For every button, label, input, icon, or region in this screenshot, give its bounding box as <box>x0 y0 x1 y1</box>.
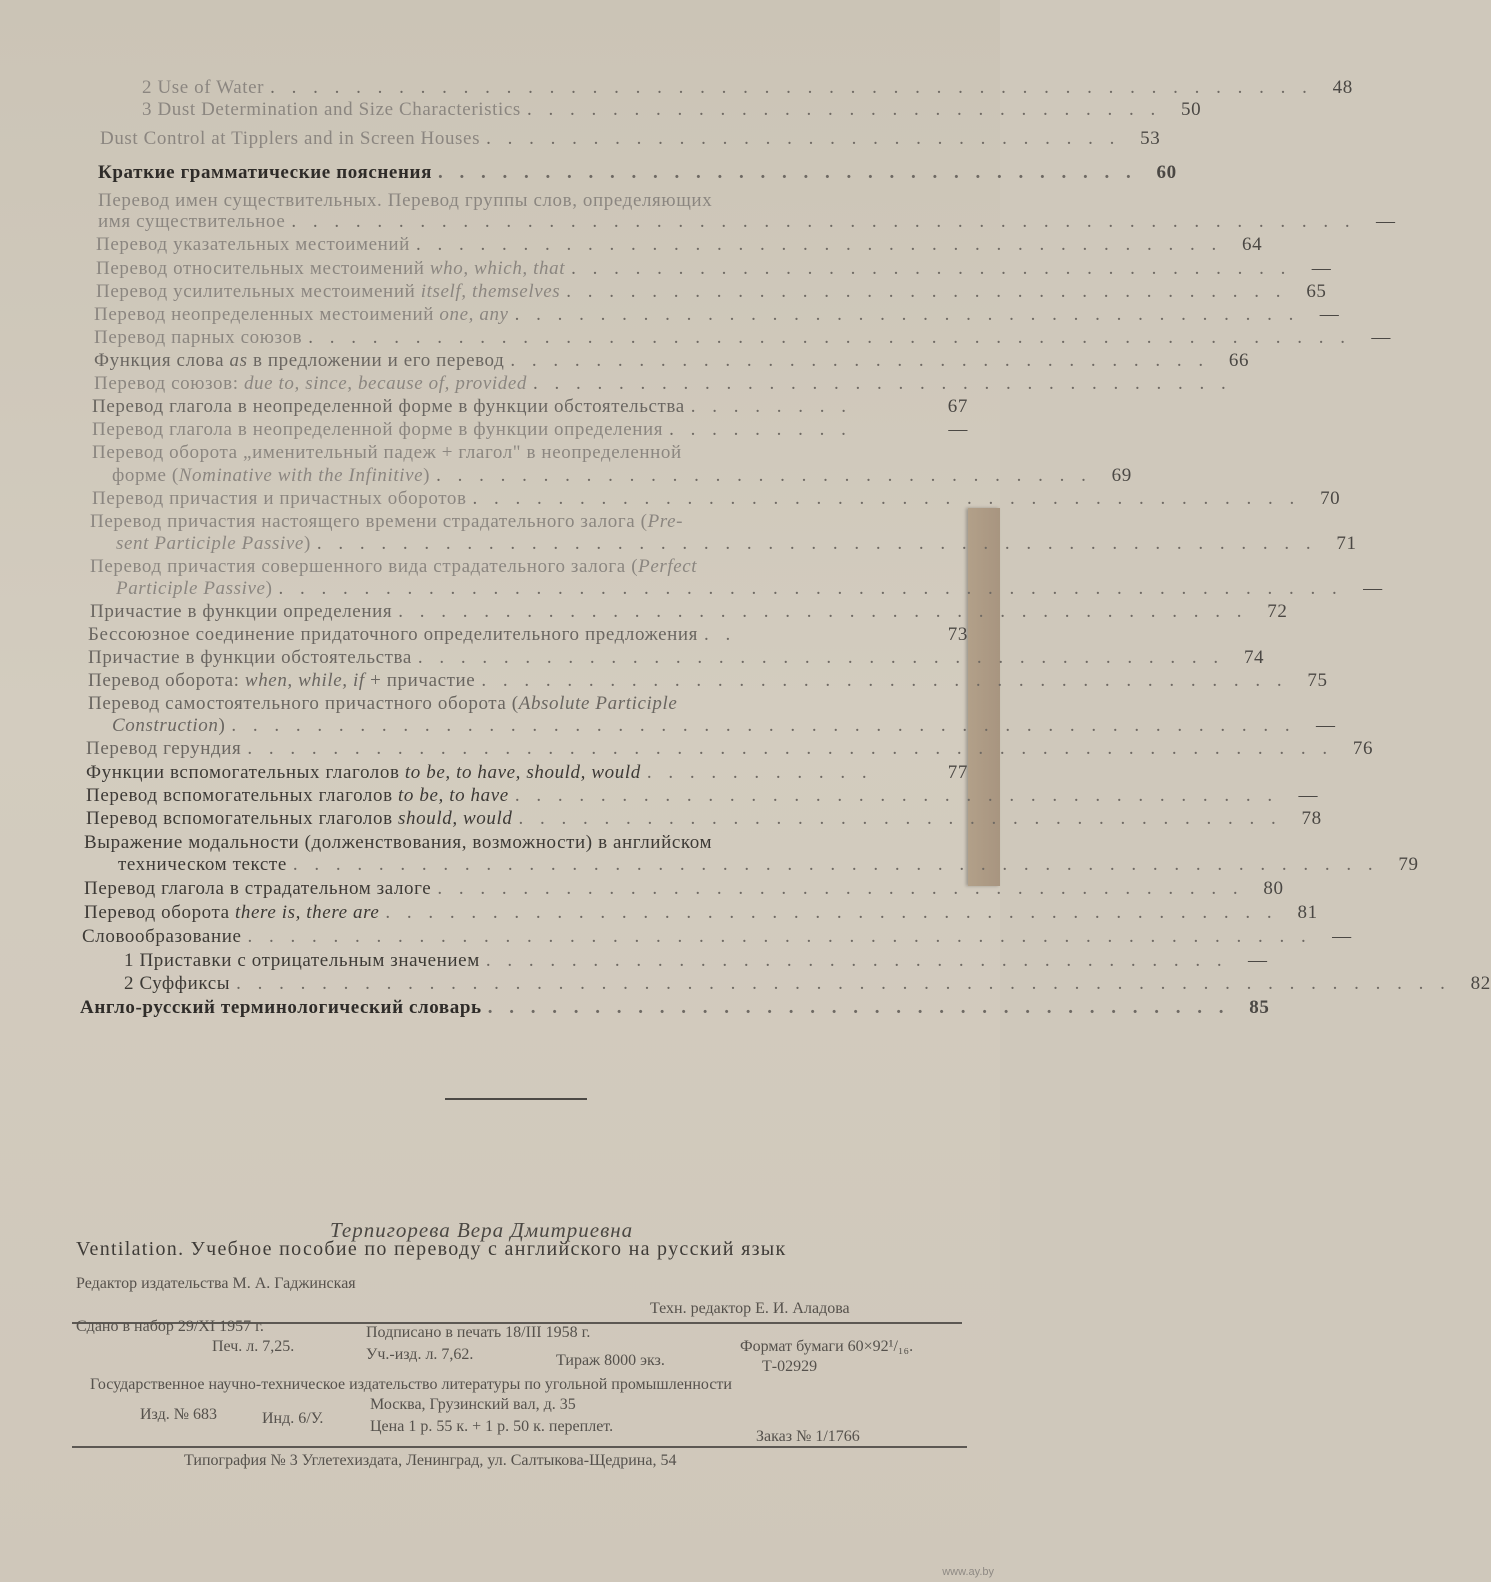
toc-entry-title: 3 Dust Determination and Size Characteristics <box>142 99 521 120</box>
toc-entry-page: 81 <box>1297 902 1318 923</box>
toc-entry-page: — <box>1247 950 1268 971</box>
toc-entry-page: 85 <box>1249 997 1270 1018</box>
toc-entry-title-continued: имя существительное <box>98 211 286 232</box>
toc-entry-title-continued: Participle Passive <box>116 578 266 599</box>
toc-entry-title: Перевод неопределенных местоимений <box>94 304 435 325</box>
toc-entry-title: Перевод парных союзов <box>94 327 303 348</box>
toc-entry-title: Причастие в функции определения <box>90 601 393 622</box>
tech-editor-line: Техн. редактор Е. И. Аладова <box>650 1300 850 1317</box>
toc-entry-page: 77 <box>947 762 968 783</box>
toc-entry-title-italic: Absolute Participle <box>518 693 678 714</box>
toc-entry: Participle Passive) . . . . . . . . . . . . . . . . . . . . . . . . . . . . . . . . . . . . . . . . . . . . . . . . . . — <box>116 578 1383 599</box>
toc-entry: sent Participle Passive) . . . . . . . . . . . . . . . . . . . . . . . . . . . . . . . . . . . . . . . . . . . . . . . 71 <box>116 533 1357 554</box>
toc-entry: 2 Суффиксы . . . . . . . . . . . . . . . . . . . . . . . . . . . . . . . . . . . . . . . . . . . . . . . . . . . . . . . . . 82 <box>124 973 1491 994</box>
toc-entry-page: 72 <box>1267 601 1288 622</box>
toc-entry-title-italic: should, would <box>398 808 513 829</box>
toc-entry-page: 76 <box>1352 738 1374 759</box>
toc-entry-page: 80 <box>1263 878 1284 899</box>
toc-entry-page: — <box>1371 327 1391 348</box>
toc-entry-page: 50 <box>1180 99 1202 120</box>
toc-entry: Функции вспомогательных глаголов to be, to have, should, would . . . . . . . . . . . 77 <box>86 762 968 783</box>
edition-number: Изд. № 683 <box>140 1406 217 1423</box>
toc-entry: Перевод глагола в страдательном залоге . . . . . . . . . . . . . . . . . . . . . . . . . . . . . . . . . . . . . . 80 <box>84 878 1284 899</box>
toc-entry-title-continued: форме ( <box>112 465 179 486</box>
toc-entry-title: Функции вспомогательных глаголов <box>86 762 400 783</box>
toc-entry-title: Dust Control at Tipplers and in Screen Houses <box>100 128 481 149</box>
signed-date: Подписано в печать 18/III 1958 г. <box>366 1324 591 1341</box>
toc-entry-page: 78 <box>1301 808 1322 829</box>
toc-entry-title-continued: Construction <box>112 715 219 736</box>
toc-entry: Перевод усилительных местоимений itself, themselves . . . . . . . . . . . . . . . . . . . . . . . . . . . . . . . . . . 65 <box>96 281 1327 302</box>
editor-line: Редактор издательства М. А. Гаджинская <box>76 1275 356 1292</box>
toc-entry-page: 66 <box>1228 350 1250 371</box>
toc-entry: Перевод парных союзов . . . . . . . . . . . . . . . . . . . . . . . . . . . . . . . . . . . . . . . . . . . . . . . . . — <box>94 327 1391 348</box>
toc-entry-page: 69 <box>1111 465 1132 486</box>
toc-entry: Перевод вспомогательных глаголов should, would . . . . . . . . . . . . . . . . . . . . . . . . . . . . . . . . . . . . 78 <box>86 808 1322 829</box>
toc-entry: Причастие в функции определения . . . . . . . . . . . . . . . . . . . . . . . . . . . . . . . . . . . . . . . . 72 <box>90 601 1288 622</box>
toc-entry-page: 70 <box>1320 488 1341 509</box>
toc-entry: Функция слова as в предложении и его перевод . . . . . . . . . . . . . . . . . . . . . . . . . . . . . . . . . 66 <box>94 350 1250 371</box>
printed-sheets: Печ. л. 7,25. <box>212 1338 295 1355</box>
print-run: Тираж 8000 экз. <box>556 1352 665 1369</box>
toc-entry-page: — <box>1316 715 1336 736</box>
toc-entry-page: — <box>948 419 968 440</box>
toc-entry-title: Перевод глагола в неопределенной форме в функции обстоятельства <box>92 396 685 417</box>
toc-entry-title: Перевод усилительных местоимений <box>96 281 416 302</box>
toc-entry-page: 53 <box>1140 128 1161 149</box>
toc-entry: Перевод неопределенных местоимений one, any . . . . . . . . . . . . . . . . . . . . . . . . . . . . . . . . . . . . . — <box>94 304 1340 325</box>
toc-entry: Перевод оборота: when, while, if + причастие . . . . . . . . . . . . . . . . . . . . . . . . . . . . . . . . . . . . . . 75 <box>88 670 1328 691</box>
toc-entry: форме (Nominative with the Infinitive) . . . . . . . . . . . . . . . . . . . . . . . . . . . . . . . 69 <box>112 465 1132 486</box>
toc-entry-title-italic: one, any <box>439 304 509 325</box>
toc-entry: Перевод относительных местоимений who, which, that . . . . . . . . . . . . . . . . . . . . . . . . . . . . . . . . . . — <box>96 258 1332 279</box>
toc-entry: техническом тексте . . . . . . . . . . . . . . . . . . . . . . . . . . . . . . . . . . . . . . . . . . . . . . . . . . . 79 <box>118 854 1419 875</box>
toc-entry-title: Выражение модальности (долженствования, возможности) в английском <box>84 832 713 853</box>
toc-entry-title-continued: техническом тексте <box>118 854 287 875</box>
toc-entry-title: 2 Use of Water <box>142 77 265 98</box>
toc-entry-title: Перевод союзов: <box>94 373 239 394</box>
toc-entry-title-italic: Pre- <box>647 511 684 532</box>
imprint-rule-bottom <box>72 1446 967 1448</box>
toc-entry-page: 64 <box>1241 234 1263 255</box>
toc-entry: Перевод союзов: due to, since, because of, provided . . . . . . . . . . . . . . . . . . . . . . . . . . . . . . . . . <box>94 373 1232 394</box>
toc-entry: Перевод герундия . . . . . . . . . . . . . . . . . . . . . . . . . . . . . . . . . . . . . . . . . . . . . . . . . . . 76 <box>86 738 1374 759</box>
toc-entry-title: Перевод причастия совершенного вида страдательного залога (Perfect <box>90 556 698 577</box>
toc-entry-page: — <box>1332 926 1352 947</box>
toc-entry-title: Перевод оборота: <box>88 670 240 691</box>
toc-entry-title: Перевод причастия и причастных оборотов <box>92 488 467 509</box>
toc-entry-title-continued: sent Participle Passive <box>116 533 304 554</box>
toc-entry: Краткие грамматические пояснения . . . . . . . . . . . . . . . . . . . . . . . . . . . . . . . . . 60 <box>98 162 1177 183</box>
toc-entry: Бессоюзное соединение придаточного определительного предложения . . 73 <box>88 624 968 645</box>
publisher-name: Государственное научно-техническое издательство литературы по угольной промышленности <box>90 1376 732 1393</box>
toc-entry-title-italic: as <box>229 350 248 371</box>
toc-entry-title-italic: when, while, if <box>244 670 365 691</box>
toc-entry: Construction) . . . . . . . . . . . . . . . . . . . . . . . . . . . . . . . . . . . . . . . . . . . . . . . . . . — <box>112 715 1336 736</box>
section-divider <box>445 1098 587 1100</box>
printer-info: Типография № 3 Углетехиздата, Ленинград, ул. Салтыкова-Щедрина, 54 <box>184 1452 677 1469</box>
toc-entry-title-italic: to be, to have <box>398 785 509 806</box>
toc-entry-title: Перевод самостоятельного причастного оборота (Absolute Participle <box>88 693 678 714</box>
toc-entry-title: Перевод вспомогательных глаголов <box>86 808 393 829</box>
toc-entry: 1 Приставки с отрицательным значением . . . . . . . . . . . . . . . . . . . . . . . . . . . . . . . . . . . — <box>124 950 1268 971</box>
toc-entry-title: Перевод герундия <box>86 738 242 759</box>
toc-entry-title-italic: itself, themselves <box>420 281 561 302</box>
order-number: Заказ № 1/1766 <box>756 1428 860 1445</box>
watermark: www.ay.by <box>942 1566 994 1578</box>
toc-entry-title: Англо-русский терминологический словарь <box>80 997 482 1018</box>
toc-entry-title: Перевод глагола в неопределенной форме в функции определения <box>92 419 664 440</box>
toc-entry-title-italic: due to, since, because of, provided <box>243 373 527 394</box>
toc-entry: имя существительное . . . . . . . . . . . . . . . . . . . . . . . . . . . . . . . . . . . . . . . . . . . . . . . . . . — <box>98 211 1396 232</box>
toc-entry-title-italic: who, which, that <box>429 258 566 279</box>
toc-entry-page: — <box>1363 578 1383 599</box>
toc-entry: Перевод указательных местоимений . . . . . . . . . . . . . . . . . . . . . . . . . . . . . . . . . . . . . . 64 <box>96 234 1263 255</box>
toc-entry: Перевод оборота there is, there are . . . . . . . . . . . . . . . . . . . . . . . . . . . . . . . . . . . . . . . . . . 81 <box>84 902 1318 923</box>
toc-entry: Перевод причастия и причастных оборотов . . . . . . . . . . . . . . . . . . . . . . . . . . . . . . . . . . . . . . . 70 <box>92 488 1341 509</box>
paper-format: Формат бумаги 60×92¹/₁₆. <box>740 1338 914 1355</box>
toc-entry-page: — <box>1298 785 1319 806</box>
toc-entry-title-italic: there is, there are <box>235 902 380 923</box>
toc-entry-title: Функция слова <box>94 350 225 371</box>
toc-entry-title: Перевод причастия настоящего времени страдательного залога (Pre- <box>90 511 684 532</box>
toc-entry-page: — <box>1376 211 1396 232</box>
toc-entry-title: Перевод глагола в страдательном залоге <box>84 878 432 899</box>
toc-entry-title: Перевод оборота <box>84 902 230 923</box>
toc-entry-title-after: в предложении и его перевод <box>252 350 505 371</box>
toc-entry-title: Перевод указательных местоимений <box>96 234 410 255</box>
publisher-sheets: Уч.-изд. л. 7,62. <box>366 1346 474 1363</box>
toc-entry-title: Перевод имен существительных. Перевод группы слов, определяющих <box>98 190 713 211</box>
toc-entry-page: 73 <box>947 624 968 645</box>
toc-entry-page: 71 <box>1336 533 1357 554</box>
submitted-date: Сдано в набор 29/XI 1957 г. <box>76 1318 264 1335</box>
toc-entry: Перевод глагола в неопределенной форме в функции определения . . . . . . . . . — <box>92 419 968 440</box>
toc-entry-title-italic: Perfect <box>638 556 698 577</box>
toc-entry-page: 74 <box>1243 647 1265 668</box>
toc-entry-page: — <box>1319 304 1340 325</box>
publisher-address: Москва, Грузинский вал, д. 35 <box>370 1396 576 1413</box>
index-code: Инд. 6/У. <box>262 1410 324 1427</box>
toc-entry-page: 67 <box>947 396 968 417</box>
toc-entry-page: 82 <box>1470 973 1491 994</box>
toc-entry-title: Перевод оборота „именительный падеж + глагол" в неопределенной <box>92 442 682 463</box>
toc-entry: Перевод вспомогательных глаголов to be, to have . . . . . . . . . . . . . . . . . . . . . . . . . . . . . . . . . . . . — <box>86 785 1319 806</box>
license-code: Т-02929 <box>762 1358 818 1375</box>
book-title: Ventilation. Учебное пособие по переводу с английского на русский язык <box>76 1238 787 1260</box>
toc-entry-title: Бессоюзное соединение придаточного определительного предложения <box>88 624 698 645</box>
toc-entry-title: Перевод вспомогательных глаголов <box>86 785 393 806</box>
toc-entry-title: Причастие в функции обстоятельства <box>88 647 412 668</box>
toc-entry: Перевод глагола в неопределенной форме в функции обстоятельства . . . . . . . . 67 <box>92 396 968 417</box>
toc-entry: 2 Use of Water . . . . . . . . . . . . . . . . . . . . . . . . . . . . . . . . . . . . . . . . . . . . . . . . . 48 <box>142 77 1353 98</box>
toc-entry-title-italic: Nominative with the Infinitive <box>178 465 424 486</box>
toc-entry-title: 1 Приставки с отрицательным значением <box>124 950 480 971</box>
toc-entry-title-italic: to be, to have, should, would <box>404 762 641 783</box>
toc-entry: Англо-русский терминологический словарь . . . . . . . . . . . . . . . . . . . . . . . . . . . . . . . . . . . 85 <box>80 997 1270 1018</box>
toc-entry-title: Краткие грамматические пояснения <box>98 162 432 183</box>
toc-entry-page: 79 <box>1398 854 1419 875</box>
toc-entry-page: 65 <box>1306 281 1327 302</box>
toc-entry-page: 60 <box>1156 162 1177 183</box>
toc-entry-page: — <box>1311 258 1332 279</box>
toc-entry: Dust Control at Tipplers and in Screen Houses . . . . . . . . . . . . . . . . . . . . . . . . . . . . . . 53 <box>100 128 1161 149</box>
author-name: Терпигорева Вера Дмитриевна <box>330 1218 634 1242</box>
toc-entry-page: 48 <box>1332 77 1353 98</box>
toc-entry-page: 75 <box>1307 670 1328 691</box>
toc-entry: Словообразование . . . . . . . . . . . . . . . . . . . . . . . . . . . . . . . . . . . . . . . . . . . . . . . . . . — <box>82 926 1352 947</box>
price: Цена 1 р. 55 к. + 1 р. 50 к. переплет. <box>370 1418 614 1435</box>
toc-entry: Причастие в функции обстоятельства . . . . . . . . . . . . . . . . . . . . . . . . . . . . . . . . . . . . . . 74 <box>88 647 1265 668</box>
toc-entry: 3 Dust Determination and Size Characteristics . . . . . . . . . . . . . . . . . . . . . . . . . . . . . . 50 <box>142 99 1202 120</box>
toc-entry-title: Перевод относительных местоимений <box>96 258 425 279</box>
toc-entry-title: Словообразование <box>82 926 242 947</box>
toc-entry-title: 2 Суффиксы <box>124 973 231 994</box>
